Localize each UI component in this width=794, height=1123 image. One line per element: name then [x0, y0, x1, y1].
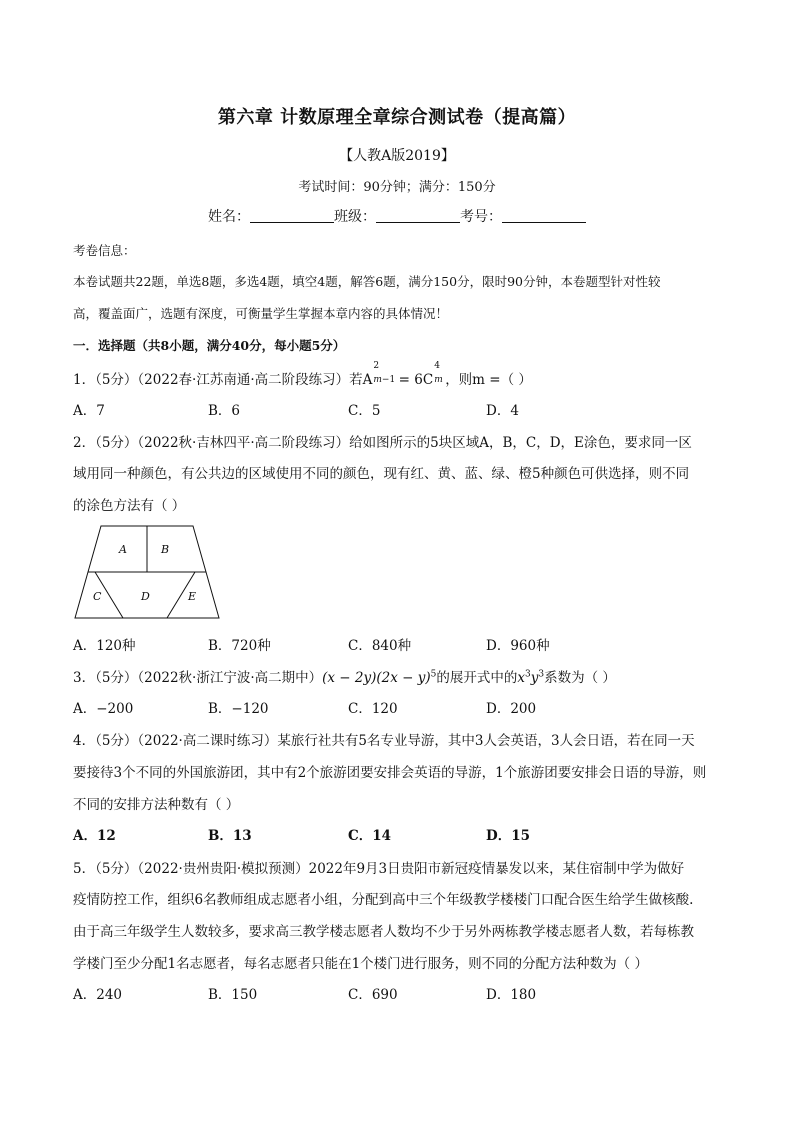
edition-label: 【人教A版2019】: [339, 148, 455, 164]
q5-option-b[interactable]: B．150: [208, 987, 258, 1003]
class-blank[interactable]: [376, 208, 460, 223]
region-c-label: C: [93, 590, 102, 603]
id-label: 考号：: [460, 209, 502, 225]
question-2-line-2: 域用同一种颜色，有公共边的区域使用不同的颜色，现有红、黄、蓝、绿、橙5种颜色可供选择，则不同: [73, 466, 690, 482]
q3-term-y: y: [530, 670, 539, 686]
region-diagram: [73, 524, 233, 624]
q3-option-d[interactable]: D．200: [486, 701, 537, 717]
q5-option-a[interactable]: A．240: [73, 987, 123, 1003]
q3-exp-x: 3: [525, 669, 531, 680]
q3-mid: 的展开式中的: [436, 670, 518, 686]
q1-option-d[interactable]: D．4: [486, 403, 519, 419]
student-info-row: [0, 206, 794, 226]
region-e-label: E: [188, 590, 197, 603]
q1-prefix: 1．（5分）（2022春·江苏南通·高二阶段练习）若A: [73, 372, 373, 388]
question-3-stem: [73, 666, 733, 686]
section-heading: 一．选择题（共8小题，满分40分，每小题5分）: [73, 338, 346, 353]
id-blank[interactable]: [502, 208, 586, 223]
q1-option-b[interactable]: B．6: [208, 403, 241, 419]
q3-exp-y: 3: [538, 669, 545, 680]
question-5-line-4: 学楼门至少分配1名志愿者，每名志愿者只能在1个楼门进行服务，则不同的分配方法种数为（ ）: [73, 956, 648, 972]
question-4-line-1: 4．（5分）（2022·高二课时练习）某旅行社共有5名专业导游，其中3人会英语，3人会日语，若在同一天: [73, 733, 695, 749]
q2-option-d[interactable]: D．960种: [486, 638, 550, 654]
q2-option-c[interactable]: C．840种: [348, 638, 412, 654]
question-4-line-3: 不同的安排方法种数有（ ）: [73, 797, 240, 813]
info-line-1: 本卷试题共22题，单选8题，多选4题，填空4题，解答6题，满分150分，限时90分钟，本卷题型针对性较: [73, 274, 661, 289]
q3-prefix: 3．（5分）（2022秋·浙江宁波·高二期中）: [73, 670, 323, 686]
q5-option-c[interactable]: C．690: [348, 987, 398, 1003]
name-blank[interactable]: [250, 208, 334, 223]
q3-power: 5: [430, 669, 437, 680]
name-label: 姓名：: [208, 209, 250, 225]
q1-suffix: ，则m =（ ）: [445, 372, 532, 388]
question-5-line-1: 5．（5分）（2022·贵州贵阳·模拟预测）2022年9月3日贵阳市新冠疫情暴发以来，某住宿制中学为做好: [73, 861, 685, 877]
question-4-line-2: 要接待3个不同的外国旅游团，其中有2个旅游团要安排会英语的导游，1个旅游团要安排会日语的导游，则: [73, 765, 707, 781]
q4-option-c[interactable]: C．14: [348, 828, 392, 844]
q3-expression: (x − 2y)(2x − y): [322, 670, 431, 686]
q3-option-c[interactable]: C．120: [348, 701, 398, 717]
q4-option-d[interactable]: D．15: [486, 828, 530, 844]
region-a-label: A: [119, 543, 127, 556]
question-5-line-2: 疫情防控工作，组织6名教师组成志愿者小组，分配到高中三个年级教学楼楼门口配合医生给学生做核酸.: [73, 892, 694, 908]
q3-option-a[interactable]: A．−200: [73, 701, 134, 717]
q4-option-a[interactable]: A．12: [73, 828, 116, 844]
q2-option-b[interactable]: B．720种: [208, 638, 271, 654]
q3-option-b[interactable]: B．−120: [208, 701, 269, 717]
question-2-line-1: 2．（5分）（2022秋·吉林四平·高二阶段练习）给如图所示的5块区域A，B，C，D，E涂色，要求同一区: [73, 435, 692, 451]
q1-option-c[interactable]: C．5: [348, 403, 381, 419]
class-label: 班级：: [334, 209, 376, 225]
page-title: 第六章 计数原理全章综合测试卷（提高篇）: [217, 107, 577, 128]
question-1-stem: 1．（5分）（2022春·江苏南通·高二阶段练习）若A 2 m−1 = 6C 4 m ，则m =（ ）: [73, 361, 532, 388]
region-d-label: D: [141, 590, 150, 603]
q3-suffix: 系数为（ ）: [544, 670, 616, 686]
info-heading: 考卷信息：: [73, 243, 136, 258]
q1-mid: = 6C: [394, 372, 434, 388]
question-5-line-3: 由于高三年级学生人数较多，要求高三教学楼志愿者人数均不少于另外两栋教学楼志愿者人数，若每栋教: [73, 924, 694, 940]
info-line-2: 高，覆盖面广，选题有深度，可衡量学生掌握本章内容的具体情况！: [73, 306, 449, 321]
q4-option-b[interactable]: B．13: [208, 828, 252, 844]
q1-option-a[interactable]: A．7: [73, 403, 105, 419]
q5-option-d[interactable]: D．180: [486, 987, 537, 1003]
q2-option-a[interactable]: A．120种: [73, 638, 136, 654]
question-2-line-3: 的涂色方法有（ ）: [73, 498, 186, 514]
exam-info: 考试时间：90分钟；满分：150分: [298, 180, 496, 195]
region-b-label: B: [161, 543, 170, 556]
q3-term-x: x: [517, 670, 525, 686]
